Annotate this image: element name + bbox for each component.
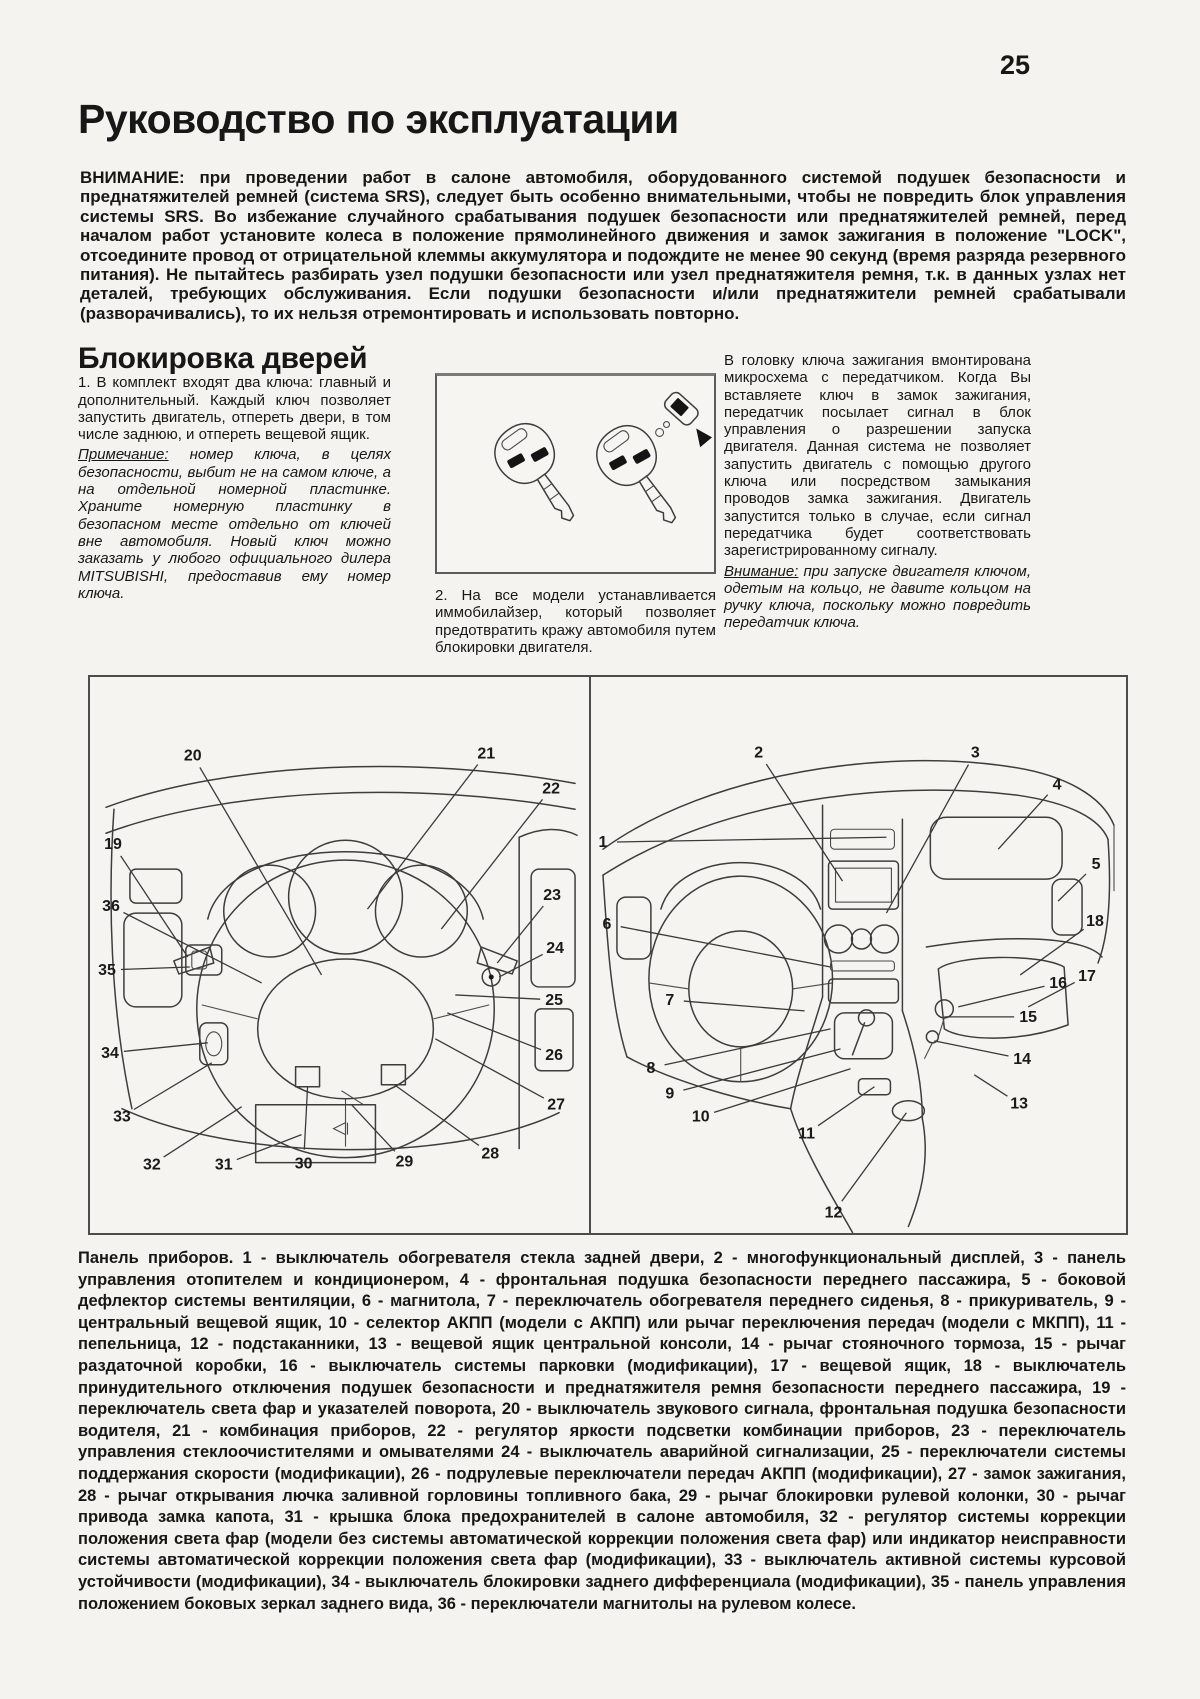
callout-leader-line [766, 764, 842, 881]
steering-column-art [106, 766, 577, 1162]
callout-number-29: 29 [395, 1153, 414, 1171]
callout-number-7: 7 [665, 991, 675, 1009]
callout-number-17: 17 [1078, 967, 1096, 985]
callout-number-10: 10 [691, 1108, 710, 1126]
callout-leader-line [617, 837, 886, 842]
callout-leader-line [998, 795, 1047, 850]
callout-leader-line [134, 1063, 212, 1110]
callout-number-23: 23 [543, 887, 561, 905]
callout-number-12: 12 [824, 1204, 843, 1222]
callout-number-36: 36 [102, 898, 120, 916]
callout-leader-line [818, 1087, 874, 1126]
callout-leader-line [974, 1075, 1007, 1096]
transponder-column [724, 352, 1031, 635]
callout-number-16: 16 [1049, 974, 1068, 992]
key-number-note [78, 446, 391, 602]
callout-number-2: 2 [754, 744, 764, 762]
door-locking-column [78, 342, 391, 605]
main-key-icon [484, 413, 595, 536]
callout-number-32: 32 [143, 1156, 161, 1174]
instrument-panel-caption: Панель приборов. 1 - выключатель обогревателя стекла задней двери, 2 - многофункциональный дисплей, 3 - панель управления отопителем и кондиционером, 4 - фронтальная подушка безопасности переднего пассажира, 5 - боковой дефлектор системы вентиляции, 6 - магнитола, 7 - переключатель обогревателя переднего сиденья, 8 - прикуриватель, 9 - центральный вещевой ящик, 10 - селектор АКПП (модели с АКПП) или рычаг переключения передач (модели с МКПП), 11 - пепельница, 12 - подстаканники, 13 - вещевой ящик центральной консоли, 14 - рычаг стояночного тормоза, 15 - рычаг раздаточной коробки, 16 - выключатель системы парковки (модификации), 17 - вещевой ящик, 18 - выключатель принудительного отключения подушек безопасности и преднатяжителя ремня безопасности переднего пассажира, 19 - переключатель света фар и указателей поворота, 20 - выключатель звукового сигнала, фронтальная подушка безопасности водителя, 21 - комбинация приборов, 22 - регулятор яркости подсветки комбинации приборов, 23 - переключатель управления стеклоочистителями и омывателями 24 - выключатель аварийной сигнализации, 25 - переключатели системы поддержания скорости (модификации), 26 - подрулевые переключатели передач АКПП (модификации), 27 - замок зажигания, 28 - рычаг открывания лючка заливной горловины топливного бака, 29 - рычаг блокировки рулевой колонки, 30 - рычаг привода замка капота, 31 - крышка блока предохранителей в салоне автомобиля, 32 - регулятор системы коррекции положения света фар (модели без системы автоматической коррекции положения света фар) или индикатор неисправности системы автоматической коррекции положения света фар (модификации), 33 - выключатель активной системы курсовой устойчивости (модификации), 34 - выключатель блокировки заднего дифференциала (модификации), 35 - панель управления положением боковых зеркал заднего вида, 36 - переключатели магнитолы на рулевом колесе. [78, 1249, 1126, 1613]
transponder-paragraph: В головку ключа зажигания вмонтирована микросхема с передатчиком. Когда Вы вставляете ключ в замок зажигания, передатчик посылает сигнал в блок управления о разрешении запуска двигателя. Данная система не позволяет запустить двигатель с помощью другого ключа или посредством замыкания проводов замка зажигания. Двигатель запустится только в случае, если сигнал передатчика будет соответствовать зарегистрированному сигналу. [724, 352, 1031, 560]
callout-number-15: 15 [1019, 1008, 1038, 1026]
keys-column [435, 373, 716, 659]
callout-leader-line [455, 995, 540, 999]
page-number: 25 [1000, 50, 1031, 80]
callout-leader-line [497, 906, 543, 963]
key-ring-warning [724, 563, 1031, 632]
callout-leader-line [121, 967, 190, 969]
callout-leader-line [441, 799, 542, 929]
callout-leader-line [304, 1087, 307, 1150]
callout-leader-line [665, 1029, 831, 1065]
note-label: Примечание: [78, 446, 169, 464]
page-title: Руководство по эксплуатации [78, 96, 679, 142]
callout-number-34: 34 [101, 1044, 119, 1062]
callout-number-30: 30 [294, 1155, 313, 1173]
callout-leader-line [394, 1085, 478, 1146]
door-locking-paragraph-1: 1. В комплект входят два ключа: главный и дополнительный. Каждый ключ позволяет запустить двигатель, отпереть двери, в том числе заднюю, и отпереть вещевой ящик. [78, 374, 391, 444]
immobilizer-paragraph: 2. На все модели устанавливается иммобилайзер, который позволяет предотвратить кражу автомобиля путем блокировки двигателя. [435, 587, 716, 656]
callout-number-4: 4 [1052, 776, 1062, 794]
attention-label: Внимание: [724, 562, 799, 580]
callout-number-8: 8 [646, 1059, 656, 1077]
callout-leader-line [164, 1107, 242, 1157]
callout-number-18: 18 [1086, 913, 1104, 931]
callout-number-9: 9 [665, 1085, 675, 1103]
ignition-keys-figure [435, 373, 716, 574]
callout-number-24: 24 [546, 940, 564, 958]
callout-number-26: 26 [545, 1046, 563, 1064]
callout-leader-line [934, 1041, 1008, 1056]
callout-leader-line [684, 1001, 805, 1011]
horn-icon [334, 1123, 348, 1135]
keys-illustration [437, 376, 714, 572]
center-console-art [603, 761, 1114, 1233]
callout-number-31: 31 [214, 1156, 233, 1174]
callout-number-5: 5 [1091, 856, 1101, 874]
callout-leader-line [714, 1069, 850, 1113]
callout-number-25: 25 [545, 991, 563, 1009]
callout-leader-line [351, 1105, 394, 1152]
callout-leader-line [1020, 929, 1084, 975]
callout-number-19: 19 [104, 836, 122, 854]
callout-number-21: 21 [477, 745, 496, 763]
dashboard-diagram-figure [88, 675, 1128, 1235]
callout-number-3: 3 [970, 744, 980, 762]
callout-leader-line [886, 765, 968, 913]
callout-number-22: 22 [542, 780, 560, 798]
srs-warning-paragraph: ВНИМАНИЕ: при проведении работ в салоне автомобиля, оборудованного системой подушек безопасности и преднатяжителей ремней (система SRS), следует быть особенно внимательными, чтобы не повредить блок управления системы SRS. Во избежание случайного срабатывания подушек безопасности или преднатяжителей ремней, перед началом работ установите колеса в положение прямолинейного движения и замок зажигания в положение "LOCK", отсоедините провод от отрицательной клеммы аккумулятора и подождите не менее 90 секунд (время разряда резервного питания). Не пытайтесь разбирать узел подушки безопасности или узел преднатяжителя ремня, т.к. в данных узлах нет деталей, требующих обслуживания. Если подушки безопасности и/или преднатяжители ремней срабатывали (разворачивались), то их нельзя отремонтировать и использовать повторно. [80, 168, 1126, 323]
pointer-arrow-icon [696, 428, 712, 447]
callout-number-35: 35 [98, 961, 116, 979]
center-console-diagram [589, 677, 1126, 1233]
key-number-plate-icon [656, 390, 712, 447]
callout-number-14: 14 [1013, 1050, 1032, 1068]
callout-number-6: 6 [602, 916, 612, 934]
steering-column-diagram [90, 677, 589, 1233]
callout-number-33: 33 [113, 1108, 131, 1126]
section-heading: Блокировка дверей [78, 342, 368, 375]
callout-number-27: 27 [547, 1096, 565, 1114]
callout-number-13: 13 [1010, 1095, 1029, 1113]
callout-number-11: 11 [798, 1125, 816, 1143]
right-diagram-callouts [599, 744, 1104, 1221]
callout-number-20: 20 [183, 747, 202, 765]
callout-number-1: 1 [598, 834, 608, 852]
callout-leader-line [842, 1113, 907, 1202]
note-text: номер ключа, в целях безопасности, выбит не на самом ключе, а на отдельной номерной пластинке. Храните номерную пластинку в безопасном месте отдельно от ключей вне автомобиля. Новый ключ можно заказать у любого официального дилера MITSUBISHI, предоставив ему номер ключа. [78, 446, 391, 602]
callout-leader-line [121, 856, 188, 957]
spare-key-icon [586, 415, 697, 538]
attention-text: при запуске двигателя ключом, одетым на кольцо, не давите кольцом на ручку ключа, поскольку можно повредить передатчик ключа. [724, 562, 1031, 632]
callout-number-28: 28 [481, 1145, 500, 1163]
callout-leader-line [958, 986, 1044, 1007]
callout-leader-line [499, 954, 542, 977]
callout-leader-line [124, 1043, 208, 1052]
